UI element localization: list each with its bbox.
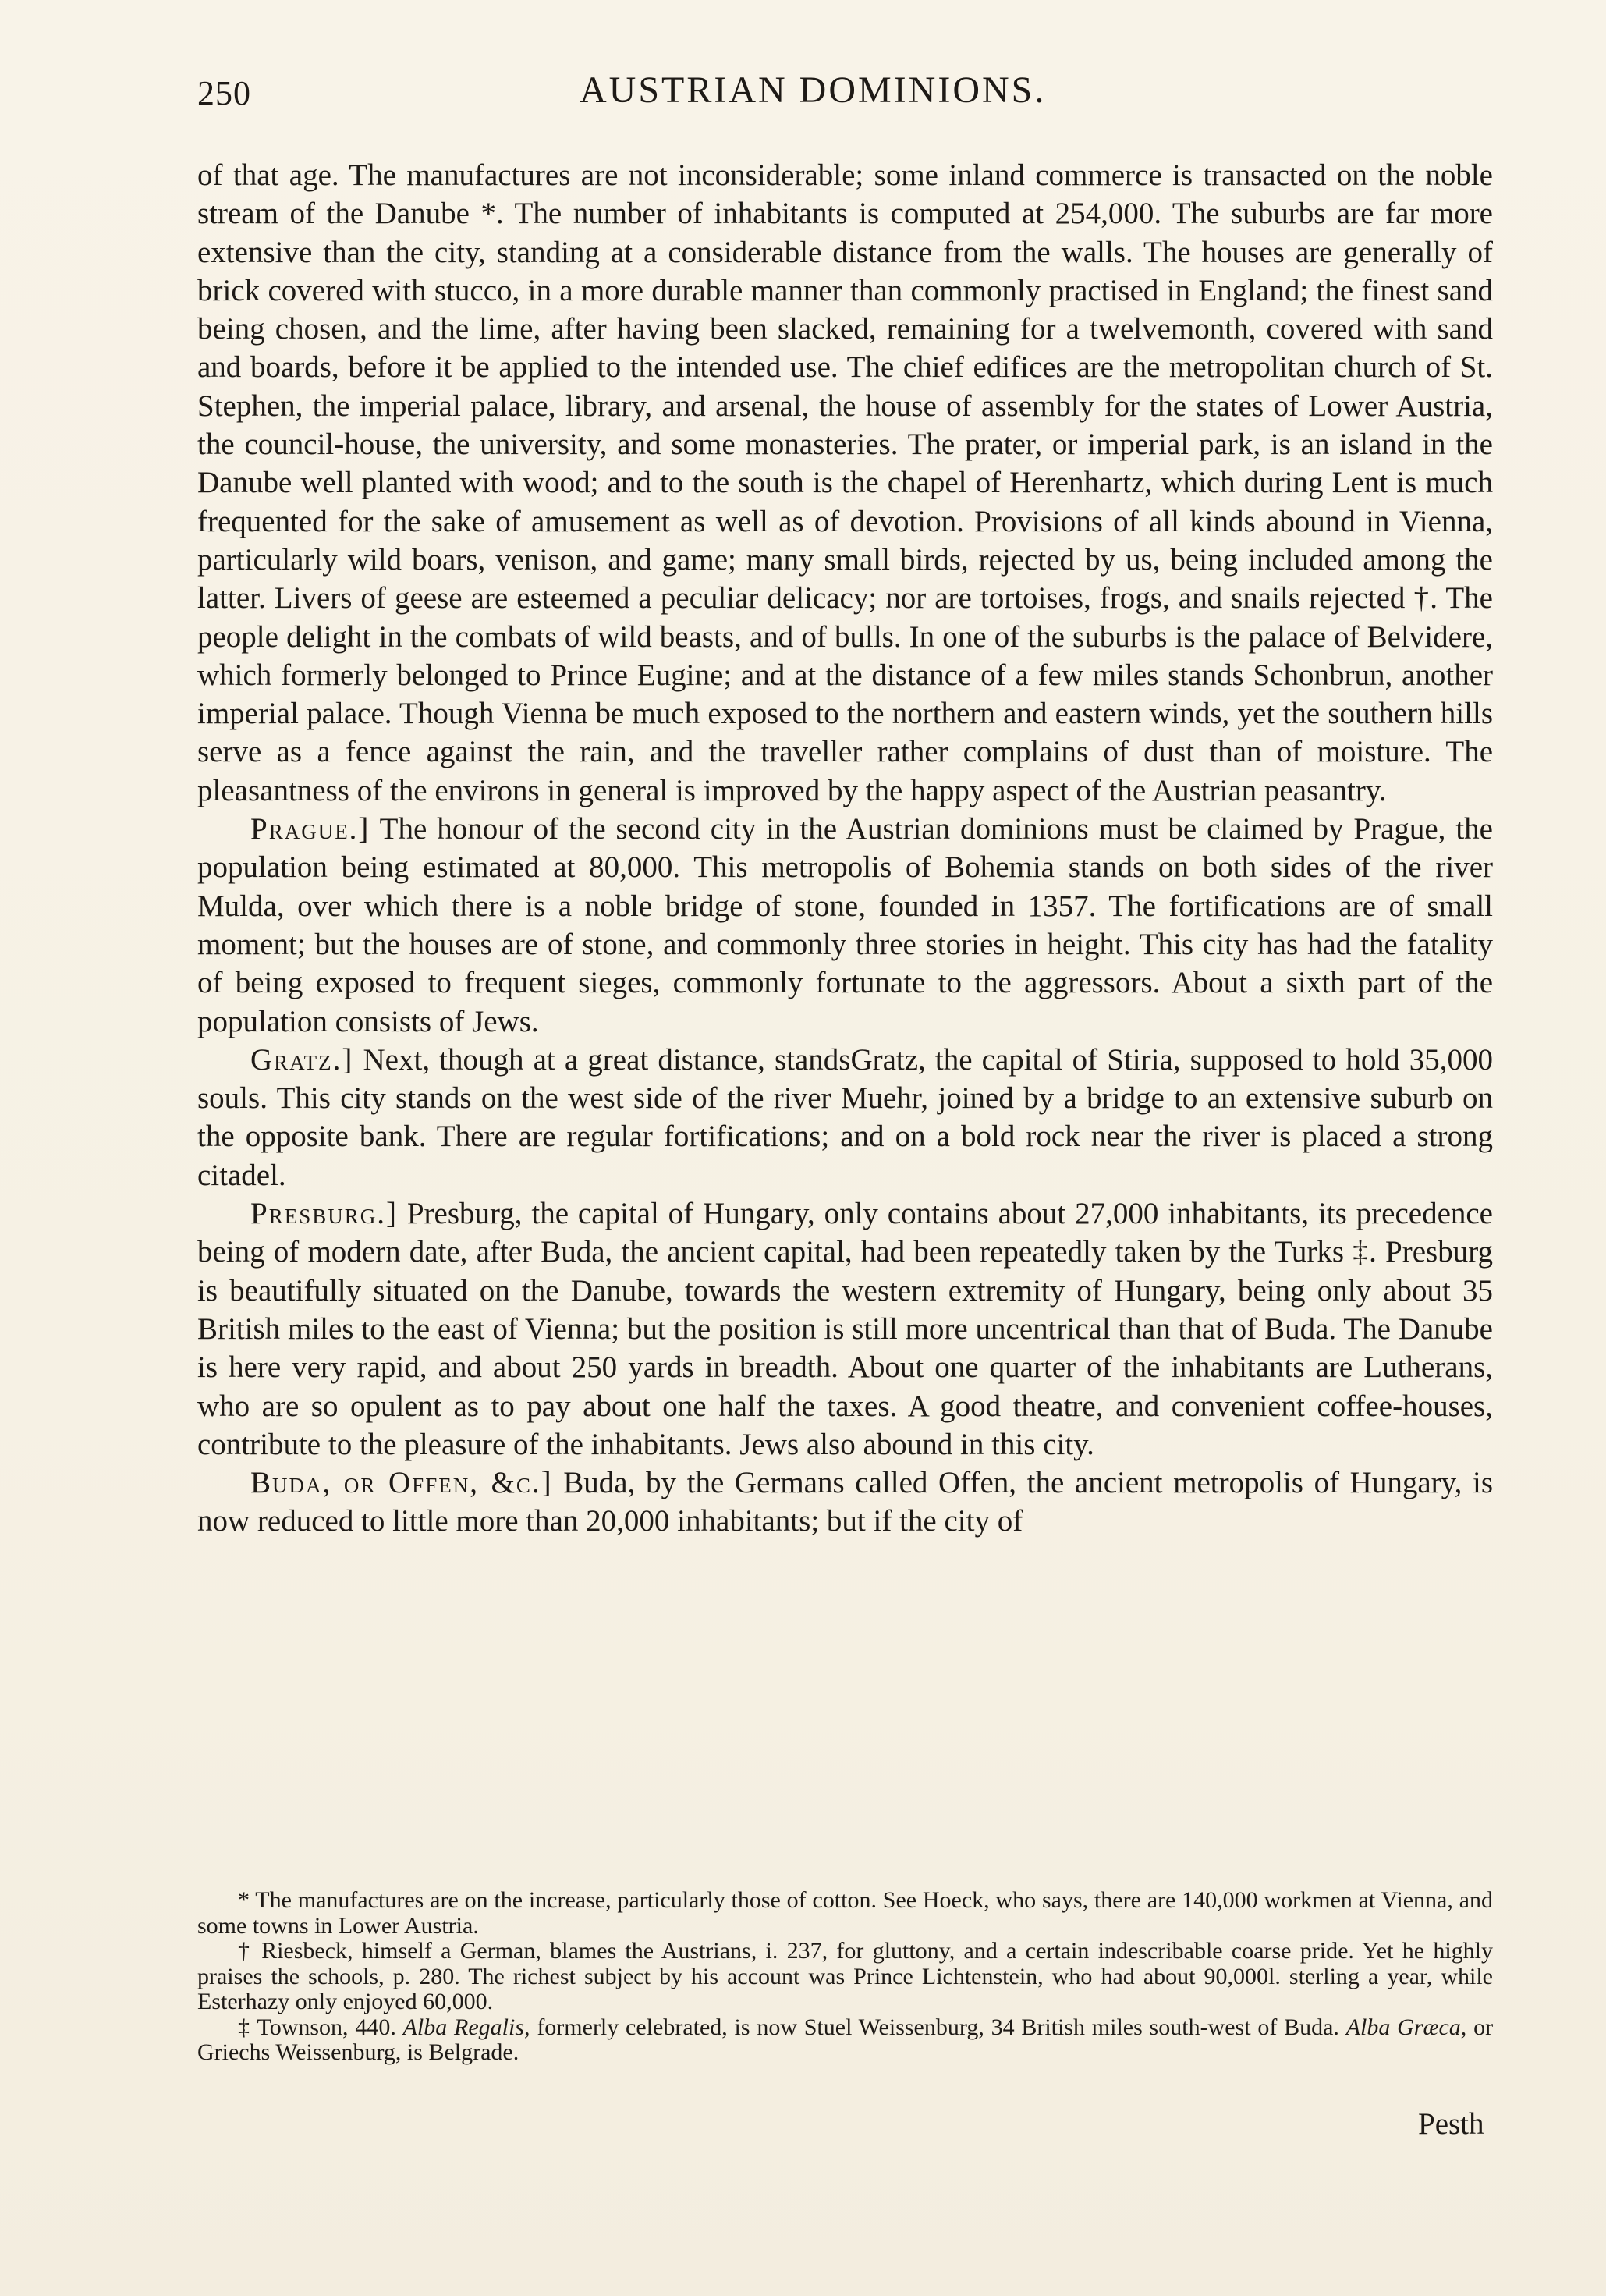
catchword: Pesth [1418,2107,1484,2141]
footnote-1: * The manufactures are on the increase, particularly those of cotton. See Hoeck, who says, there are 140,000 workmen at Vienna, and some towns in Lower Austria. [197,1887,1493,1939]
footnote-3 [197,2015,1493,2066]
footnote-3-alba-regalis: Alba Regalis, [402,2014,530,2040]
buda-heading: Buda, or Offen, &c.] [250,1466,553,1500]
buda-text: Buda, by the Germans called Offen, the ancient metropolis of Hungary, is now reduced to little more than 20,000 inhabitants; but if the city of [197,1466,1494,1538]
prague-heading: Prague.] [250,812,370,846]
main-text [197,156,1493,1541]
gratz-text: Next, though at a great distance, standsGratz, the capital of Stiria, supposed to hold 35,000 souls. This city stands on the west side of the river Muehr, joined by a bridge to an extensive suburb on the opposite bank. There are regular fortifications; and on a bold rock near the river is placed a strong citadel. [197,1042,1494,1192]
footnote-3-text: formerly celebrated, is now Stuel Weissenburg, 34 British miles south-west of Buda. [537,2014,1339,2040]
footnote-3-alba-graeca: Alba Græca, [1345,2014,1467,2040]
footnote-3-ref: ‡ Townson, 440. [238,2014,396,2040]
footnotes [197,1888,1493,2066]
page-number: 250 [197,74,251,112]
prague-text: The honour of the second city in the Austrian dominions must be claimed by Prague, the population being estimated at 80,000. This metropolis of Bohemia stands on both sides of the river Mulda, over which there is a noble bridge of stone, founded in 1357. The fortifications are of small moment; but the houses are of stone, and commonly three stories in height. This city has had the fatality of being exposed to frequent sieges, commonly fortunate to the aggressors. About a sixth part of the population consists of Jews. [197,812,1493,1038]
footnote-3-end: or Griechs Weissenburg, is Belgrade. [197,2014,1494,2065]
footnote-2: † Riesbeck, himself a German, blames the Austrians, i. 237, for gluttony, and a certain indescribable coarse pride. Yet he highly praises the schools, p. 280. The richest subject by his account was Prince Lichtenstein, who had about 90,000l. sterling a year, while Esterhazy only enjoyed 60,000. [197,1938,1493,2014]
running-head: AUSTRIAN DOMINIONS. [580,69,1047,111]
gratz-heading: Gratz.] [250,1042,354,1077]
presburg-paragraph [197,1194,1493,1464]
vienna-paragraph: of that age. The manufactures are not inconsiderable; some inland commerce is transacted on the noble stream of the Danube *. The number of inhabitants is computed at 254,000. The suburbs are far more extensive than the city, standing at a considerable distance from the walls. The houses are generally of brick covered with stucco, in a more durable manner than commonly practised in England; the finest sand being chosen, and the lime, after having been slacked, remaining for a twelvemonth, covered with sand and boards, before it be applied to the intended use. The chief edifices are the metropolitan church of St. Stephen, the imperial palace, library, and arsenal, the house of assembly for the states of Lower Austria, the council-house, the university, and some monasteries. The prater, or imperial park, is an island in the Danube well planted with wood; and to the south is the chapel of Herenhartz, which during Lent is much frequented for the sake of amusement as well as of devotion. Provisions of all kinds abound in Vienna, particularly wild boars, venison, and game; many small birds, rejected by us, being included among the latter. Livers of geese are esteemed a peculiar delicacy; nor are tortoises, frogs, and snails rejected †. The people delight in the combats of wild beasts, and of bulls. In one of the suburbs is the palace of Belvidere, which formerly belonged to Prince Eugine; and at the distance of a few miles stands Schonbrun, another imperial palace. Though Vienna be much exposed to the northern and eastern winds, yet the southern hills serve as a fence against the rain, and the traveller rather complains of dust than of moisture. The pleasantness of the environs in general is improved by the happy aspect of the Austrian peasantry. [197,158,1493,807]
prague-paragraph [197,810,1493,1041]
page-header [197,69,1493,123]
gratz-paragraph [197,1041,1493,1194]
presburg-text: Presburg, the capital of Hungary, only contains about 27,000 inhabitants, its precedence being of modern date, after Buda, the ancient capital, had been repeatedly taken by the Turks ‡. Presburg is beautifully situated on the Danube, towards the western extremity of Hungary, being only about 35 British miles to the east of Vienna; but the position is still more uncentrical than that of Buda. The Danube is here very rapid, and about 250 yards in breadth. About one quarter of the inhabitants are Lutherans, who are so opulent as to pay about one half the taxes. A good theatre, and convenient coffee-houses, contribute to the pleasure of the inhabitants. Jews also abound in this city. [197,1197,1493,1461]
presburg-heading: Presburg.] [250,1197,398,1231]
buda-paragraph [197,1464,1493,1541]
